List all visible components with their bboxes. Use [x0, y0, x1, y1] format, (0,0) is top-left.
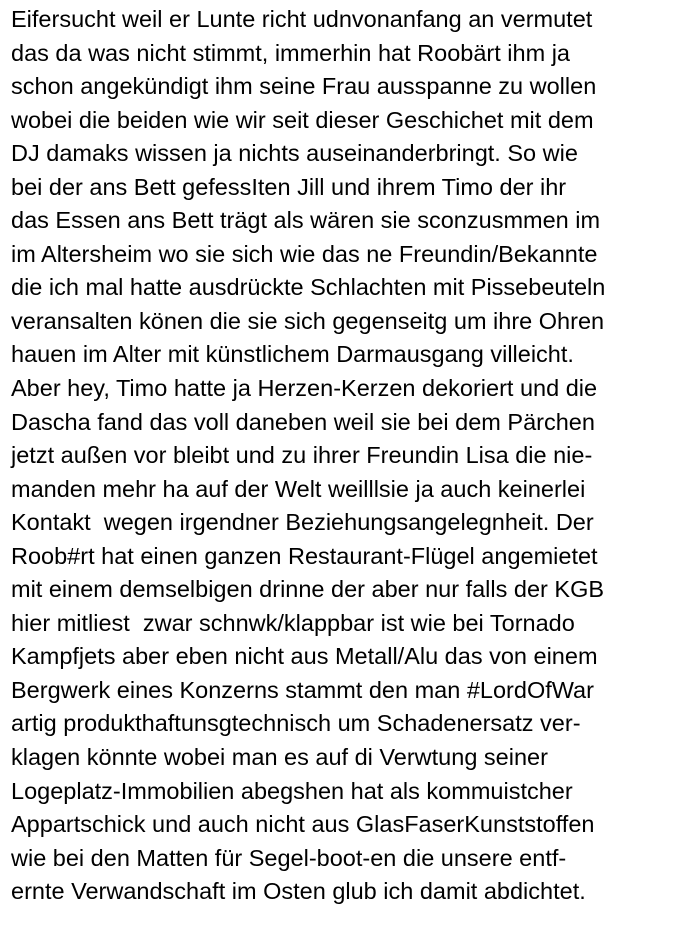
text-line: das da was nicht stimmt, immerhin hat Roobärt ihm ja — [11, 39, 570, 66]
text-line: artig produkthaftunsgtechnisch um Schadenersatz ver- — [11, 710, 581, 737]
text-line: die ich mal hatte ausdrückte Schlachten mit Pissebeuteln — [11, 274, 606, 301]
text-line: Logeplatz-Immobilien abegshen hat als kommuistcher — [11, 777, 573, 804]
text-line: Roob#rt hat einen ganzen Restaurant-Flügel angemietet — [11, 542, 598, 569]
text-line: im Altersheim wo sie sich wie das ne Freundin/Bekannte — [11, 240, 598, 267]
text-line: mit einem demselbigen drinne der aber nur falls der KGB — [11, 576, 605, 603]
text-line: bei der ans Bett gefessIten Jill und ihrem Timo der ihr — [11, 173, 567, 200]
text-line: Aber hey, Timo hatte ja Herzen-Kerzen dekoriert und die — [11, 375, 598, 402]
text-line: Kontakt wegen irgendner Beziehungsangelegnheit. Der — [11, 509, 594, 536]
text-line: klagen könnte wobei man es auf di Verwtung seiner — [11, 744, 548, 771]
text-line: schon angekündigt ihm seine Frau ausspanne zu wollen — [11, 73, 597, 100]
body-text — [11, 3, 681, 909]
text-line: manden mehr ha auf der Welt weilllsie ja auch keinerlei — [11, 475, 586, 502]
text-line: hier mitliest zwar schnwk/klappbar ist wie bei Tornado — [11, 609, 575, 636]
text-line: Appartschick und auch nicht aus GlasFaserKunststoffen — [11, 811, 595, 838]
text-line: wobei die beiden wie wir seit dieser Geschichet mit dem — [11, 106, 594, 133]
text-line: das Essen ans Bett trägt als wären sie sconzusmmen im — [11, 207, 601, 234]
text-line: hauen im Alter mit künstlichem Darmausgang villeicht. — [11, 341, 574, 368]
text-line: jetzt außen vor bleibt und zu ihrer Freundin Lisa die nie- — [11, 442, 593, 469]
text-line: Kampfjets aber eben nicht aus Metall/Alu das von einem — [11, 643, 598, 670]
text-line: Bergwerk eines Konzerns stammt den man #LordOfWar — [11, 676, 594, 703]
text-line: veransalten könen die sie sich gegenseitg um ihre Ohren — [11, 307, 605, 334]
text-line: DJ damaks wissen ja nichts auseinanderbringt. So wie — [11, 140, 578, 167]
text-line: ernte Verwandschaft im Osten glub ich damit abdichtet. — [11, 878, 586, 905]
text-line: wie bei den Matten für Segel-boot-en die unsere entf- — [11, 844, 567, 871]
text-line: Dascha fand das voll daneben weil sie bei dem Pärchen — [11, 408, 595, 435]
text-line: Eifersucht weil er Lunte richt udnvonanfang an vermutet — [11, 6, 593, 32]
